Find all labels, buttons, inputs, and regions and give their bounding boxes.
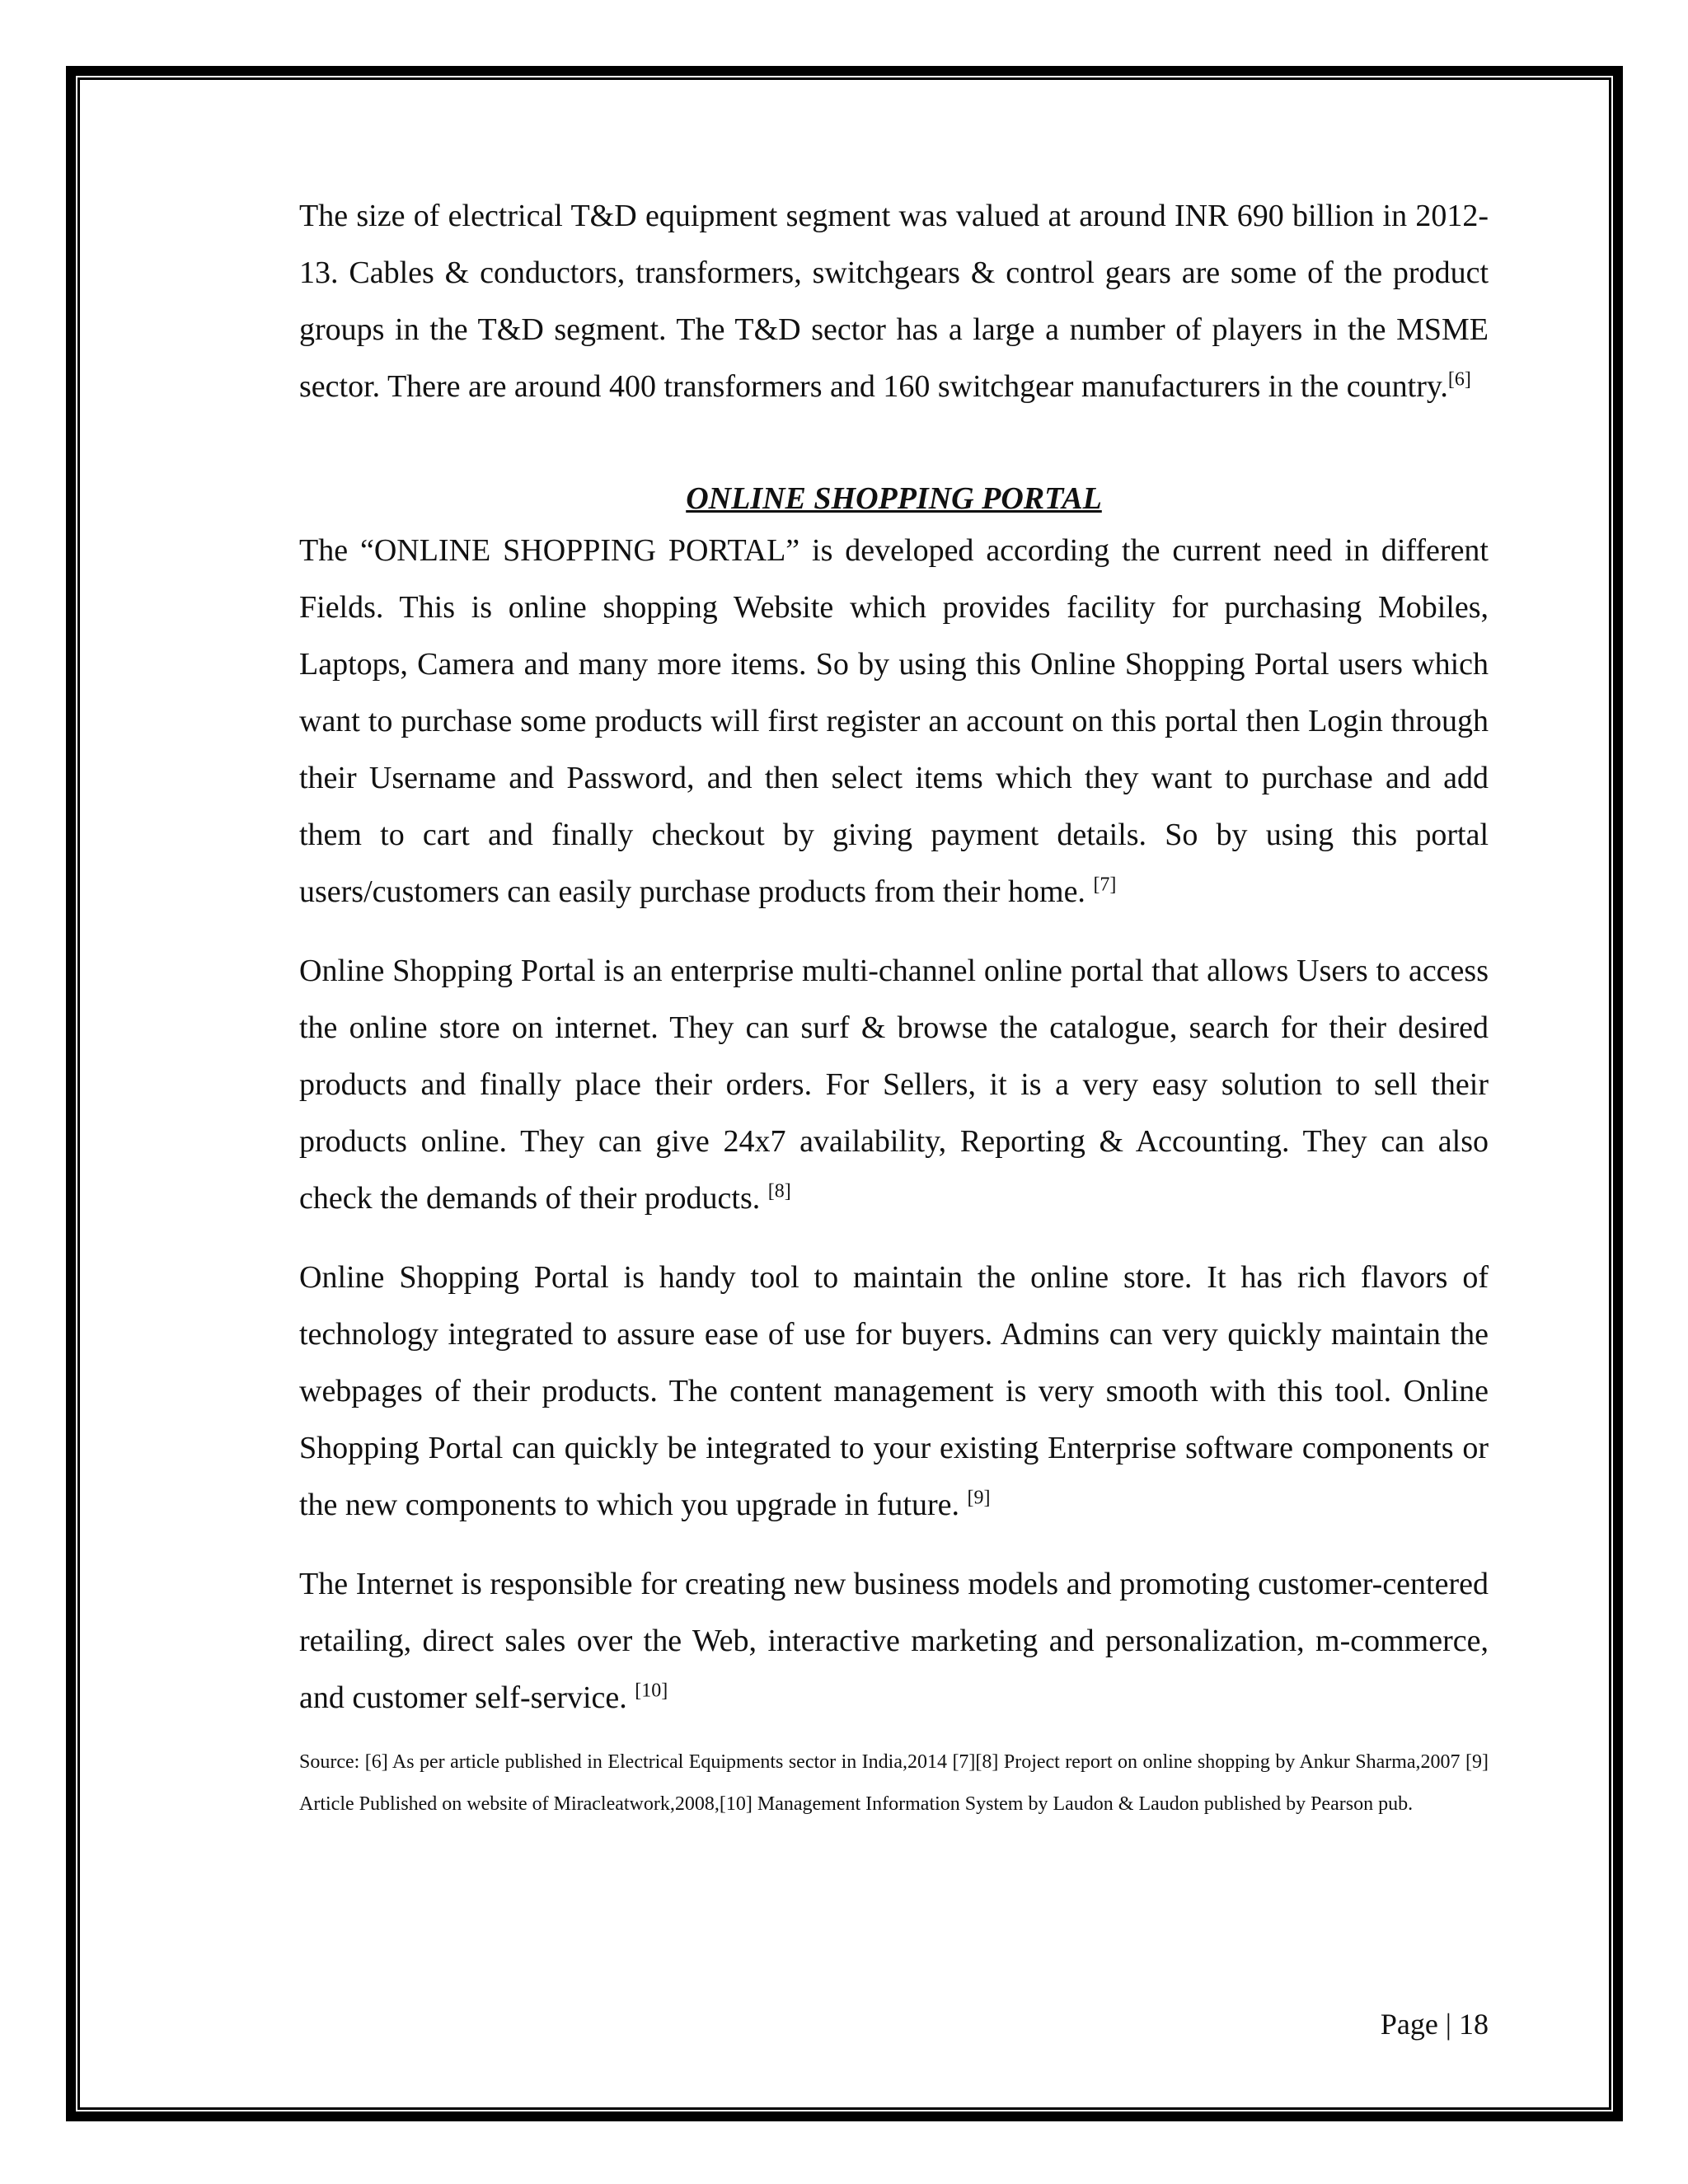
spacer [299,1227,1489,1249]
paragraph-multichannel [299,943,1489,1227]
source-note: Source: [6] As per article published in Electrical Equipments sector in India,2014 [7][8] Project report on online shopping by Ankur Sharma,2007 [9] Article Published on website of Miracleatwork,2008,[10] Management Information System by Laudon & Laudon published by Pearson pub. [299,1751,1489,1815]
paragraph-handy-tool [299,1249,1489,1534]
spacer [299,921,1489,943]
paragraph-text: The “ONLINE SHOPPING PORTAL” is developed according the current need in different Fields. This is online shopping Website which provides facility for purchasing Mobiles, Laptops, Camera and many more items. So by using this Online Shopping Portal users which want to purchase some products will first register an account on this portal then Login through their Username and Password, and then select items which they want to purchase and add them to cart and finally checkout by giving payment details. So by using this portal users/customers can easily purchase products from their home. [299,533,1489,909]
paragraph-internet [299,1556,1489,1727]
section-title: ONLINE SHOPPING PORTAL [686,481,1102,516]
paragraph-text: Online Shopping Portal is handy tool to maintain the online store. It has rich flavors of technology integrated to assure ease of use for buyers. Admins can very quickly maintain the webpages of their products. The content management is very smooth with this tool. Online Shopping Portal can quickly be integrated to your existing Enterprise software components or the new components to which you upgrade in future. [299,1260,1489,1522]
page-content [299,188,1489,1825]
paragraph-text: The size of electrical T&D equipment segment was valued at around INR 690 billion in 2012-13. Cables & conductors, transformers, switchgears & control gears are some of the product groups in the T&D segment. The T&D sector has a large a number of players in the MSME sector. There are around 400 transformers and 160 switchgear manufacturers in the country. [299,199,1489,404]
paragraph-text: Online Shopping Portal is an enterprise multi-channel online portal that allows Users to access the online store on internet. They can surf & browse the catalogue, search for their desired products and finally place their orders. For Sellers, it is a very easy solution to sell their products online. They can give 24x7 availability, Reporting & Accounting. They can also check the demands of their products. [299,954,1489,1216]
citation-ref: [10] [635,1680,668,1702]
citation-ref: [8] [767,1180,791,1202]
spacer [299,415,1489,475]
spacer [299,1727,1489,1741]
citation-ref: [9] [967,1487,991,1509]
citation-ref: [6] [1447,368,1471,391]
paragraph-td-equipment [299,188,1489,415]
spacer [299,1534,1489,1556]
citation-ref: [7] [1093,874,1117,896]
page-number: Page | 18 [1380,2008,1489,2041]
paragraph-text: The Internet is responsible for creating new business models and promoting customer-centered retailing, direct sales over the Web, interactive marketing and personalization, m-commerce, and customer self-service. [299,1567,1489,1715]
paragraph-portal-intro [299,523,1489,921]
